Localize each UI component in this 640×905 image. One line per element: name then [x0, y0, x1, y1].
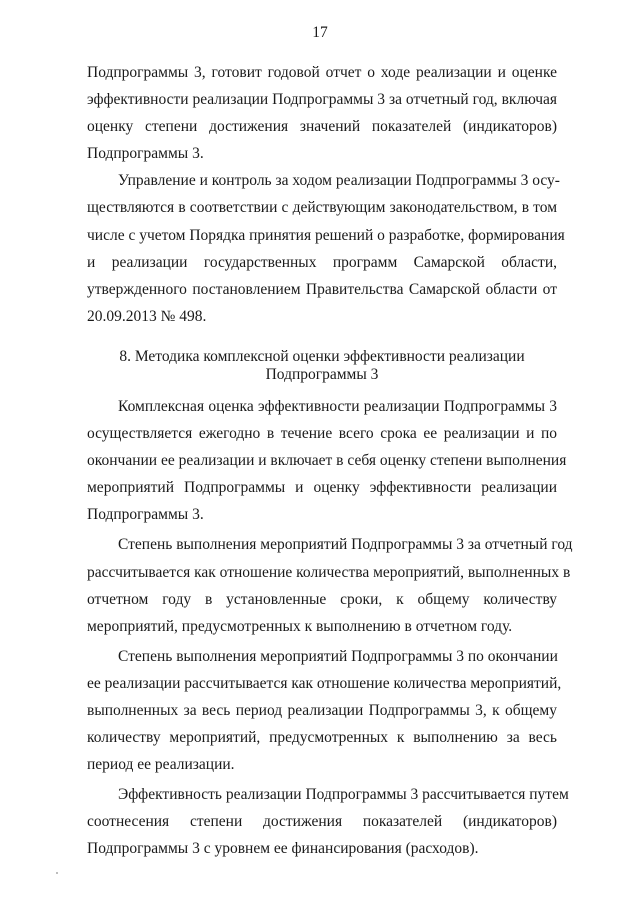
- text-line: эффективности реализации Подпрограммы 3 за отчетный год, включая: [87, 91, 557, 109]
- text-line: окончании ее реализации и включает в себя оценку степени выполнения: [87, 452, 567, 470]
- text-line: Управление и контроль за ходом реализации Подпрограммы 3 осу-: [118, 172, 560, 190]
- page-number: 17: [312, 24, 328, 41]
- text-line: оценку степени достижения значений показателей (индикаторов): [87, 118, 557, 136]
- text-line: выполненных за весь период реализации Подпрограммы 3, к общему: [87, 701, 557, 719]
- text-line: Подпрограммы 3.: [87, 145, 204, 163]
- text-line: ществляются в соответствии с действующим законодательством, в том: [87, 199, 557, 217]
- paragraph-management-control: [87, 167, 565, 330]
- text-line: Подпрограммы 3, готовит годовой отчет о ходе реализации и оценке: [87, 64, 557, 81]
- paragraph-yearly-degree: [87, 531, 573, 639]
- text-line: и реализации государственных программ Самарской области,: [87, 253, 557, 271]
- text-line: ее реализации рассчитывается как отношение количества мероприятий,: [87, 674, 562, 692]
- paragraph-complex-evaluation: [87, 393, 567, 528]
- paragraph-efficiency: [87, 781, 569, 862]
- section-heading-line: Подпрограммы 3: [265, 366, 379, 384]
- text-line: период ее реализации.: [87, 756, 235, 774]
- text-line: соотнесения степени достижения показателей (индикаторов): [87, 813, 557, 831]
- text-line: мероприятий Подпрограммы и оценку эффективности реализации: [87, 479, 557, 497]
- text-line: числе с учетом Порядка принятия решений о разработке, формирования: [87, 226, 565, 244]
- document-body: [87, 59, 573, 863]
- text-line: мероприятий, предусмотренных к выполнению в отчетном году.: [87, 617, 513, 635]
- text-line: рассчитывается как отношение количества мероприятий, выполненных в: [87, 563, 571, 581]
- text-line: Степень выполнения мероприятий Подпрограммы 3 за отчетный год: [118, 536, 573, 554]
- text-line: Подпрограммы 3 с уровнем ее финансирования (расходов).: [87, 840, 479, 858]
- text-line: отчетном году в установленные сроки, к общему количеству: [87, 590, 557, 608]
- text-line: Эффективность реализации Подпрограммы 3 рассчитывается путем: [118, 786, 569, 804]
- section-heading-line: 8. Методика комплексной оценки эффективности реализации: [119, 347, 525, 365]
- text-line: Подпрограммы 3.: [87, 506, 204, 524]
- paragraph-report-continuation: [87, 59, 557, 167]
- text-line: 20.09.2013 № 498.: [87, 307, 207, 325]
- text-line: Степень выполнения мероприятий Подпрограммы 3 по окончании: [118, 647, 558, 665]
- scan-speck: [56, 872, 58, 874]
- text-line: осуществляется ежегодно в течение всего срока ее реализации и по: [87, 425, 557, 443]
- text-line: Комплексная оценка эффективности реализации Подпрограммы 3: [118, 397, 557, 415]
- text-line: утвержденного постановлением Правительства Самарской области от: [87, 280, 557, 298]
- text-line: количеству мероприятий, предусмотренных к выполнению за весь: [87, 729, 557, 747]
- section-heading: [87, 348, 557, 385]
- paragraph-final-degree: [87, 643, 562, 778]
